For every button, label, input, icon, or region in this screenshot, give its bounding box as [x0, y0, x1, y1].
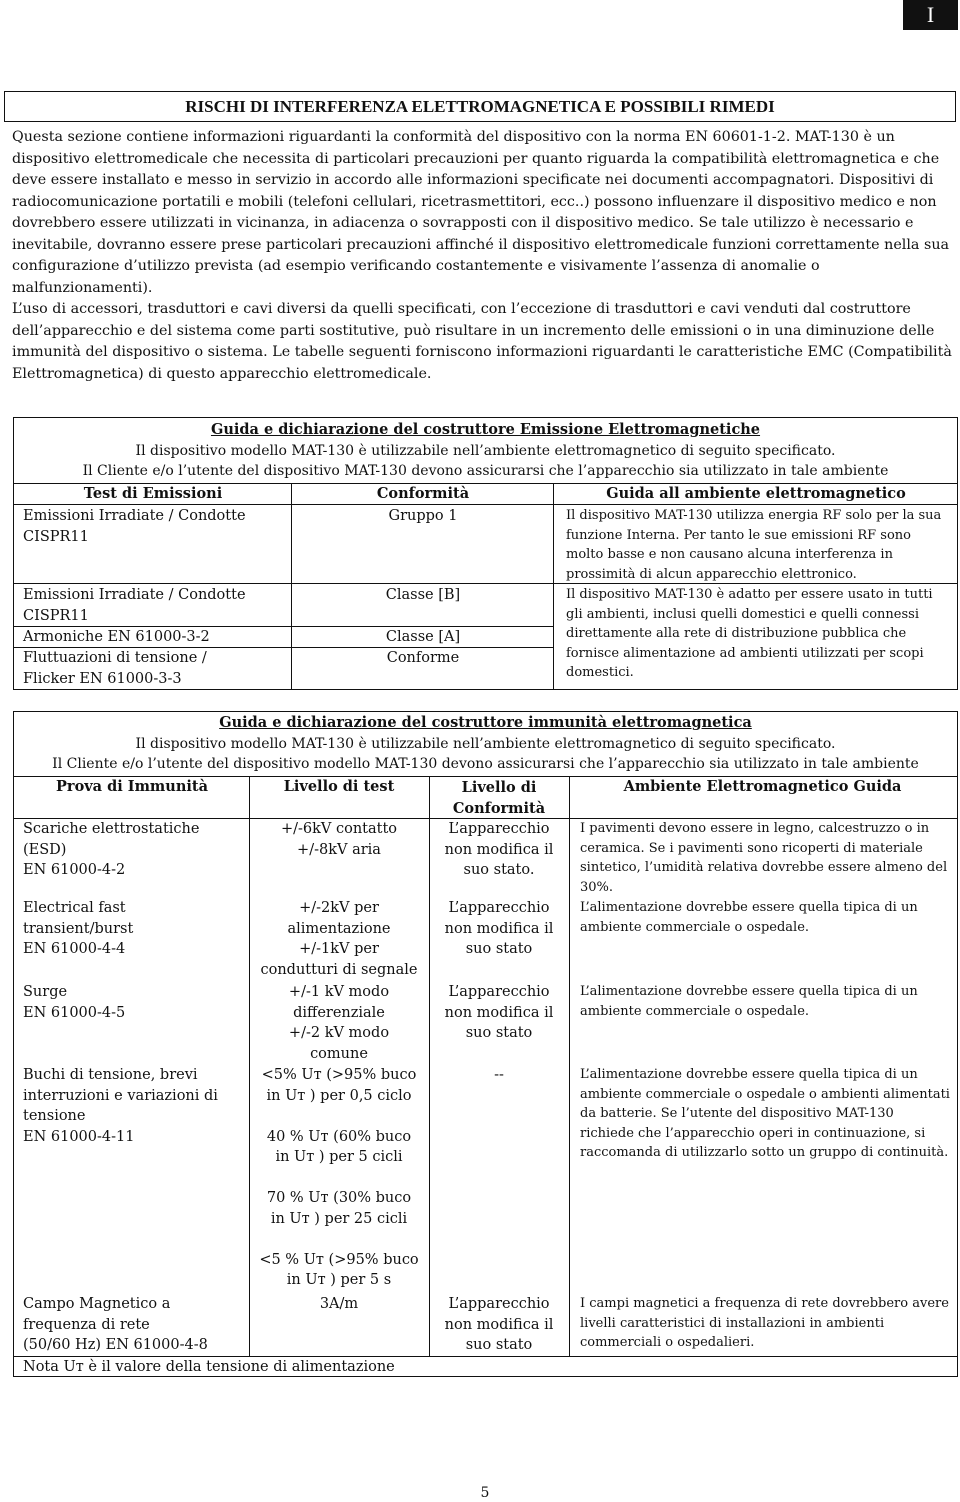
emissions-row-1-test: Emissioni Irradiate / Condotte CISPR11 — [23, 508, 246, 545]
emissions-row-3-test: Armoniche EN 61000-3-2 — [23, 629, 210, 645]
emissions-header-line — [13, 483, 958, 484]
immunity-row-3-conformity: L’apparecchio non modifica il suo stato — [444, 984, 554, 1041]
immunity-header-conformity: Livello di Conformità — [452, 779, 546, 817]
immunity-row-2-guide: L’alimentazione dovrebbe essere quella tipica di un ambiente commerciale o ospedale. — [580, 900, 918, 935]
immunity-table-title: Guida e dichiarazione del costruttore immunità elettromagnetica — [219, 714, 752, 731]
emissions-row-4-test: Fluttuazioni di tensione / Flicker EN 61000-3-3 — [23, 650, 207, 687]
emissions-header-test: Test di Emissioni — [83, 485, 223, 502]
emissions-row-2-conformity: Classe [B] — [385, 587, 461, 603]
emissions-row-1-guide: Il dispositivo MAT-130 utilizza energia RF solo per la sua funzione Interna. Per tanto le sue emissioni RF sono molto basse e non causano alcuna interferenza in prossimità di alcun apparecchio elettronico. — [566, 508, 942, 582]
immunity-row-4-conformity: -- — [494, 1067, 504, 1083]
emissions-line — [13, 504, 958, 505]
emissions-row-2-guide: Il dispositivo MAT-130 è adatto per essere usato in tutti gli ambienti, inclusi quelli domestici e quelli connessi direttamente alla rete di distribuzione pubblica che fornisce alimentazione ad ambienti utilizzati per scopi domestici. — [566, 587, 933, 680]
immunity-row-1-level: +/-6kV contatto +/-8kV aria — [280, 821, 398, 858]
section-title: RISCHI DI INTERFERENZA ELETTROMAGNETICA E POSSIBILI RIMEDI — [4, 91, 956, 122]
emissions-row-3-conformity: Classe [A] — [385, 629, 461, 645]
immunity-row-5-level: 3A/m — [319, 1296, 359, 1312]
immunity-header-line — [13, 776, 958, 777]
immunity-row-3-guide: L’alimentazione dovrebbe essere quella tipica di un ambiente commerciale o ospedale. — [580, 984, 918, 1019]
immunity-row-4-level: <5% Uᴛ (>95% buco in Uᴛ ) per 0,5 ciclo 40 % Uᴛ (60% buco in Uᴛ ) per 5 cicli 70 % Uᴛ (30% buco in Uᴛ ) per 25 cicli <5 % Uᴛ (>95% buco in Uᴛ ) per 5 s — [259, 1067, 419, 1288]
immunity-note: Nota Uᴛ è il valore della tensione di alimentazione — [23, 1359, 395, 1375]
immunity-header-guide: Ambiente Elettromagnetico Guida — [623, 778, 902, 795]
emissions-header-guide: Guida all ambiente elettromagnetico — [606, 485, 906, 502]
immunity-table-subtitle-1: Il dispositivo modello MAT-130 è utilizzabile nell’ambiente elettromagnetico di seguito specificato. — [135, 736, 836, 752]
immunity-row-5-guide: I campi magnetici a frequenza di rete dovrebbero avere livelli caratteristici di installazioni in ambienti commerciali o ospedalieri. — [580, 1296, 949, 1350]
immunity-row-2-test: Electrical fast transient/burst EN 61000-4-4 — [23, 900, 134, 957]
immunity-table-subtitle-2: Il Cliente e/o l’utente del dispositivo modello MAT-130 devono assicurarsi che l’apparecchio sia utilizzato in tale ambiente — [52, 756, 919, 772]
page-number: 5 — [480, 1485, 490, 1501]
immunity-row-3-test: Surge EN 61000-4-5 — [23, 984, 126, 1021]
language-tab: I — [903, 0, 958, 30]
intro-paragraph-1: Questa sezione contiene informazioni riguardanti la conformità del dispositivo con la norma EN 60601-1-2. MAT-130 è un dispositivo elettromedicale che necessita di particolari precauzioni per quanto riguarda la compatibilità elettromagnetica e che deve essere installato e messo in servizio in accordo alle informazioni specificate nei documenti accompagnatori. Dispositivi di radiocomunicazione portatili e mobili (telefoni cellulari, ricetrasmettitori, ecc..) possono influenzare il dispositivo medico e non dovrebbero essere utilizzati in vicinanza, in adiacenza o sovrapposti con il dispositivo medico. Se tale utilizzo è necessario e inevitabile, dovranno essere prese particolari precauzioni affinché il dispositivo elettromedicale funzioni correttamente nella sua configurazione d’utilizzo prevista (ad esempio verificando costantemente e visivamente l’assenza di anomalie o malfunzionamenti). — [12, 129, 950, 296]
emissions-table-subtitle-1: Il dispositivo modello MAT-130 è utilizzabile nell’ambiente elettromagnetico di seguito specificato. — [135, 443, 836, 459]
immunity-row-1-guide: I pavimenti devono essere in legno, calcestruzzo o in ceramica. Se i pavimenti sono ricoperti di materiale sintetico, l’umidità relativa dovrebbe essere almeno del 30%. — [580, 821, 948, 895]
immunity-header-test: Prova di Immunità — [56, 778, 208, 795]
immunity-row-5-conformity: L’apparecchio non modifica il suo stato — [444, 1296, 554, 1353]
immunity-header-level: Livello di test — [283, 778, 395, 795]
immunity-row-4-test: Buchi di tensione, brevi interruzioni e variazioni di tensione EN 61000-4-11 — [23, 1067, 218, 1145]
immunity-row-2-level: +/-2kV per alimentazione +/-1kV per condutturi di segnale — [260, 900, 418, 978]
emissions-row-4-conformity: Conforme — [386, 650, 460, 666]
emissions-row-2-test: Emissioni Irradiate / Condotte CISPR11 — [23, 587, 246, 624]
immunity-row-5-test: Campo Magnetico a frequenza di rete (50/60 Hz) EN 61000-4-8 — [23, 1296, 208, 1353]
emissions-row-1-conformity: Gruppo 1 — [388, 508, 458, 524]
emissions-table-title: Guida e dichiarazione del costruttore Emissione Elettromagnetiche — [210, 421, 761, 438]
immunity-col-divider — [569, 776, 570, 1356]
immunity-row-3-level: +/-1 kV modo differenziale +/-2 kV modo comune — [288, 984, 390, 1062]
intro-text — [12, 127, 957, 385]
immunity-row-1-test: Scariche elettrostatiche (ESD) EN 61000-4-2 — [23, 821, 200, 878]
intro-paragraph-2: L’uso di accessori, trasduttori e cavi diversi da quelli specificati, con l’eccezione di trasduttori e cavi venduti dal costruttore dell’apparecchio e del sistema come parti sostitutive, può risultare in un incremento delle emissioni o in una diminuzione delle immunità del dispositivo o sistema. Le tabelle seguenti forniscono informazioni riguardanti le caratteristiche EMC (Compatibilità Elettromagnetica) di questo apparecchio elettromedicale. — [12, 301, 952, 382]
emissions-header-conformity: Conformità — [376, 485, 470, 502]
immunity-row-4-guide: L’alimentazione dovrebbe essere quella tipica di un ambiente commerciale o ospedale o ambienti alimentati da batterie. Se l’utente del dispositivo MAT-130 richiede che l’apparecchio operi in continuazione, si raccomanda di utilizzarlo sotto un gruppo di continuità. — [580, 1067, 950, 1160]
immunity-row-1-conformity: L’apparecchio non modifica il suo stato. — [444, 821, 554, 878]
emissions-table-subtitle-2: Il Cliente e/o l’utente del dispositivo MAT-130 devono assicurarsi che l’apparecchio sia utilizzato in tale ambiente — [82, 463, 889, 479]
immunity-row-2-conformity: L’apparecchio non modifica il suo stato — [444, 900, 554, 957]
